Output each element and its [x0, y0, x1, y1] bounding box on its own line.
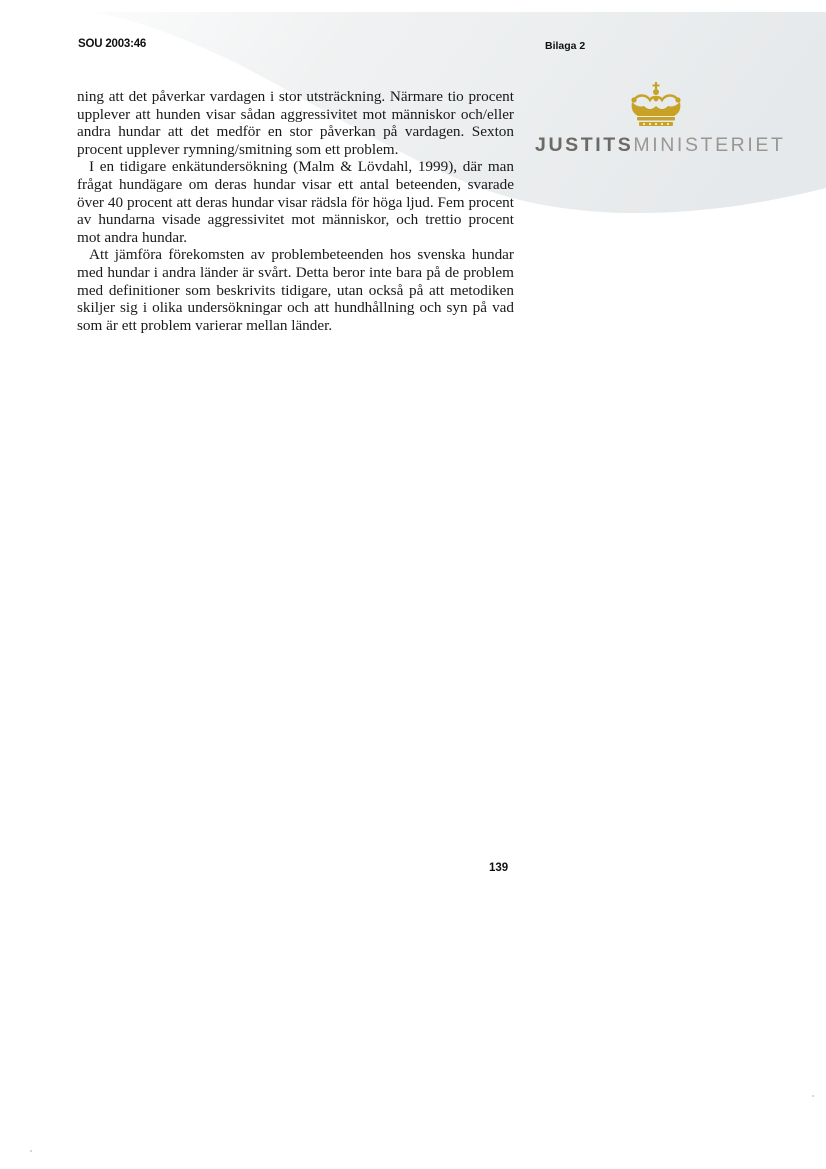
header-document-id: SOU 2003:46 — [78, 38, 147, 50]
body-text — [77, 88, 514, 334]
wordmark-part-1: JUSTITS — [535, 134, 634, 156]
scan-speck — [30, 1150, 32, 1152]
crown-icon — [624, 82, 688, 130]
paragraph-3: Att jämföra förekomsten av problembeteenden hos svenska hundar med hundar i andra länder är svårt. Detta beror inte bara på de problem med definitioner som beskrivits tidigare, utan också på att metodiken skiljer sig i olika undersökningar och att hundhållning och syn på vad som är ett problem varierar mellan länder. — [77, 246, 514, 334]
paragraph-1: ning att det påverkar vardagen i stor utsträckning. Närmare tio procent upplever att hunden visar sådan aggressivitet mot människor och/eller andra hundar att det medför en stor påverkan på vardagen. Sexton procent upplever rymning/smitning som ett problem. — [77, 88, 514, 158]
wordmark-part-2: MINISTERIET — [633, 134, 786, 156]
page-number: 139 — [489, 862, 509, 874]
scan-speck — [812, 1095, 814, 1097]
paragraph-2: I en tidigare enkätundersökning (Malm & Lövdahl, 1999), där man frågat hundägare om deras hundar visar ett antal beteenden, svarade över 40 procent att deras hundar visar rädsla för höga ljud. Fem procent av hundarna visade aggressivitet mot människor, och trettio procent mot andra hundar. — [77, 158, 514, 246]
header-appendix-label: Bilaga 2 — [545, 40, 586, 52]
ministry-wordmark — [535, 134, 786, 157]
ministry-logo — [532, 80, 786, 170]
